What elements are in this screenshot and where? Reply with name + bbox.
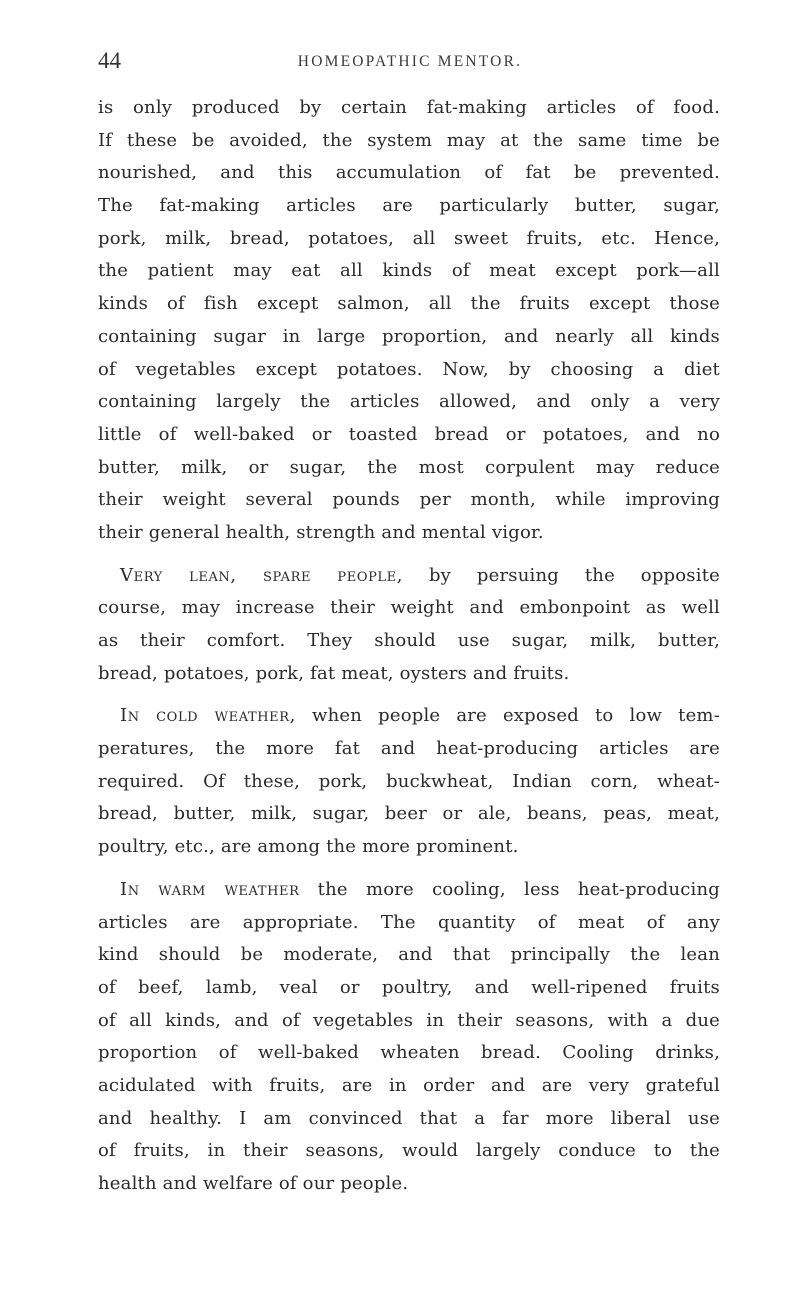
- text-line: of all kinds, and of vegetables in their seasons, with a due: [98, 1009, 720, 1031]
- text-line: course, may increase their weight and embonpoint as well: [98, 597, 720, 619]
- text-line: containing largely the articles allowed, and only a very: [98, 391, 720, 413]
- line-text: by persuing the opposite: [403, 564, 720, 586]
- running-head: [98, 48, 718, 78]
- text-line: their general health, strength and mental vigor.: [98, 521, 544, 543]
- text-line: of vegetables except potatoes. Now, by choosing a diet: [98, 358, 720, 380]
- line-text: the more cooling, less heat-producing: [299, 878, 720, 900]
- text-line: butter, milk, or sugar, the most corpulent may reduce: [98, 456, 720, 478]
- text-line: containing sugar in large proportion, and nearly all kinds: [98, 325, 720, 347]
- text-line: nourished, and this accumulation of fat be prevented.: [98, 162, 720, 184]
- text-line: articles are appropriate. The quantity of meat of any: [98, 911, 720, 933]
- paragraph-lead: In cold weather,: [120, 705, 296, 727]
- text-line: the patient may eat all kinds of meat except pork—all: [98, 260, 720, 282]
- page-number: 44: [98, 48, 121, 73]
- text-line: is only produced by certain fat-making articles of food.: [98, 97, 720, 118]
- text-line: and healthy. I am convinced that a far more liberal use: [98, 1107, 720, 1129]
- running-title: HOMEOPATHIC MENTOR.: [297, 53, 523, 70]
- body-text: [98, 92, 720, 1201]
- paragraph-2: [98, 560, 720, 691]
- text-line: health and welfare of our people.: [98, 1173, 409, 1194]
- line-text: when people are exposed to low tem-: [295, 705, 720, 727]
- text-line: as their comfort. They should use sugar, milk, butter,: [98, 630, 720, 651]
- text-line: their weight several pounds per month, while improving: [98, 489, 720, 511]
- text-line: acidulated with fruits, are in order and are very grateful: [98, 1074, 720, 1096]
- text-line: kind should be moderate, and that principally the lean: [98, 944, 720, 966]
- text-line: required. Of these, pork, buckwheat, Indian corn, wheat-: [98, 770, 720, 792]
- text-line: of fruits, in their seasons, would largely conduce to the: [98, 1140, 720, 1162]
- paragraph-lead: In warm weather: [120, 878, 300, 900]
- text-line: [98, 874, 720, 907]
- text-line: of beef, lamb, veal or poultry, and well-ripened fruits: [98, 976, 720, 998]
- text-line: bread, butter, milk, sugar, beer or ale, beans, peas, meat,: [98, 803, 720, 825]
- text-line: proportion of well-baked wheaten bread. Cooling drinks,: [98, 1042, 720, 1064]
- text-line: poultry, etc., are among the more prominent.: [98, 836, 519, 858]
- text-line: [98, 700, 720, 733]
- paragraph-4: [98, 874, 720, 1201]
- text-line: bread, potatoes, pork, fat meat, oysters and fruits.: [98, 662, 570, 684]
- text-line: If these be avoided, the system may at the same time be: [98, 129, 720, 151]
- text-line: [98, 560, 720, 593]
- text-line: pork, milk, bread, potatoes, all sweet fruits, etc. Hence,: [98, 227, 720, 249]
- paragraph-1: [98, 92, 720, 550]
- text-line: little of well-baked or toasted bread or potatoes, and no: [98, 423, 720, 445]
- text-line: The fat-making articles are particularly butter, sugar,: [98, 195, 720, 217]
- text-line: kinds of fish except salmon, all the fruits except those: [98, 293, 720, 315]
- text-line: peratures, the more fat and heat-producing articles are: [98, 738, 720, 760]
- paragraph-lead: Very lean, spare people,: [120, 564, 404, 586]
- paragraph-3: [98, 700, 720, 863]
